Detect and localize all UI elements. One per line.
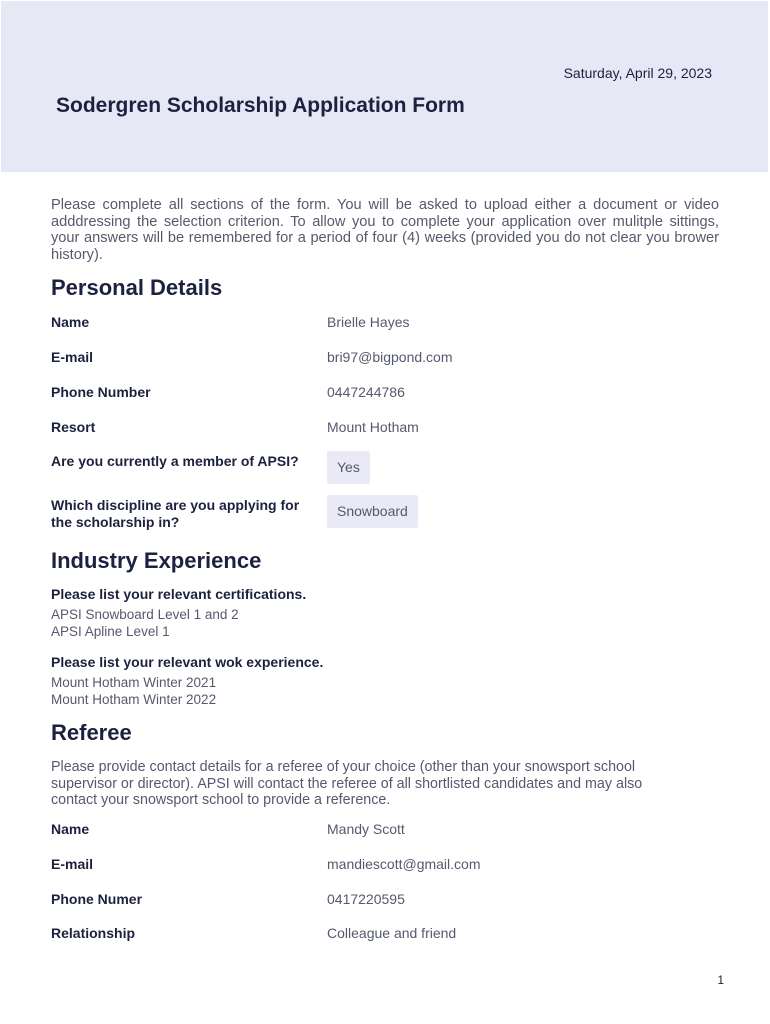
- resort-value: Mount Hotham: [327, 419, 419, 435]
- name-value: Brielle Hayes: [327, 314, 410, 330]
- member-label: Are you currently a member of APSI?: [51, 453, 299, 469]
- phone-label: Phone Number: [51, 384, 151, 400]
- discipline-label-line-1: Which discipline are you applying for: [51, 497, 300, 513]
- form-title: Sodergren Scholarship Application Form: [56, 94, 465, 117]
- resort-label: Resort: [51, 419, 96, 435]
- referee-intro-line: contact your snowsport school to provide a reference.: [51, 792, 391, 808]
- certification-line: APSI Snowboard Level 1 and 2: [51, 607, 239, 622]
- referee-relationship-value: Colleague and friend: [327, 925, 457, 941]
- personal-email-row: [51, 349, 721, 379]
- referee-phone-value: 0417220595: [327, 891, 405, 907]
- personal-resort-row: [51, 419, 721, 449]
- work-experience-question: Please list your relevant wok experience.: [51, 654, 324, 670]
- email-value: bri97@bigpond.com: [327, 349, 453, 365]
- discipline-answer-chip: Snowboard: [327, 495, 418, 528]
- certifications-question: Please list your relevant certifications.: [51, 586, 307, 602]
- referee-intro-line: Please provide contact details for a referee of your choice (other than your snowsport school: [51, 759, 636, 775]
- form-header: [1, 1, 768, 172]
- referee-email-label: E-mail: [51, 856, 94, 872]
- form-date: Saturday, April 29, 2023: [563, 65, 712, 81]
- referee-name-value: Mandy Scott: [327, 821, 405, 837]
- personal-discipline-row: [51, 497, 721, 537]
- referee-heading: Referee: [51, 720, 132, 745]
- email-label: E-mail: [51, 349, 94, 365]
- referee-intro: [51, 759, 642, 809]
- industry-experience-heading: Industry Experience: [51, 548, 262, 573]
- referee-relationship-row: [51, 925, 721, 955]
- page-number: 1: [717, 973, 724, 987]
- discipline-label-line-2: the scholarship in?: [51, 514, 180, 530]
- certifications-answer: [51, 607, 239, 640]
- referee-phone-row: [51, 891, 721, 921]
- referee-name-row: [51, 821, 721, 851]
- personal-member-row: [51, 453, 721, 483]
- referee-intro-line: supervisor or director). APSI will contact the referee of all shortlisted candidates and may also: [51, 775, 643, 792]
- discipline-label: [51, 497, 313, 531]
- phone-value: 0447244786: [327, 384, 405, 400]
- member-answer-chip: Yes: [327, 451, 370, 484]
- certification-line: APSI Apline Level 1: [51, 623, 170, 639]
- referee-phone-label: Phone Numer: [51, 891, 143, 907]
- work-experience-answer: [51, 675, 216, 708]
- form-intro: Please complete all sections of the form. You will be asked to upload either a document or video adddressing the selection criterion. To allow you to complete your application over mulitple sittings, your answers will be remembered for a period of four (4) weeks (provided you do not clear you brower history).: [51, 197, 719, 263]
- personal-phone-row: [51, 384, 721, 414]
- referee-email-value: mandiescott@gmail.com: [327, 856, 481, 872]
- referee-name-label: Name: [51, 821, 90, 837]
- name-label: Name: [51, 314, 90, 330]
- work-experience-line: Mount Hotham Winter 2021: [51, 675, 217, 690]
- personal-name-row: [51, 314, 721, 344]
- personal-details-heading: Personal Details: [51, 275, 223, 300]
- referee-email-row: [51, 856, 721, 886]
- referee-relationship-label: Relationship: [51, 925, 136, 941]
- work-experience-line: Mount Hotham Winter 2022: [51, 691, 217, 707]
